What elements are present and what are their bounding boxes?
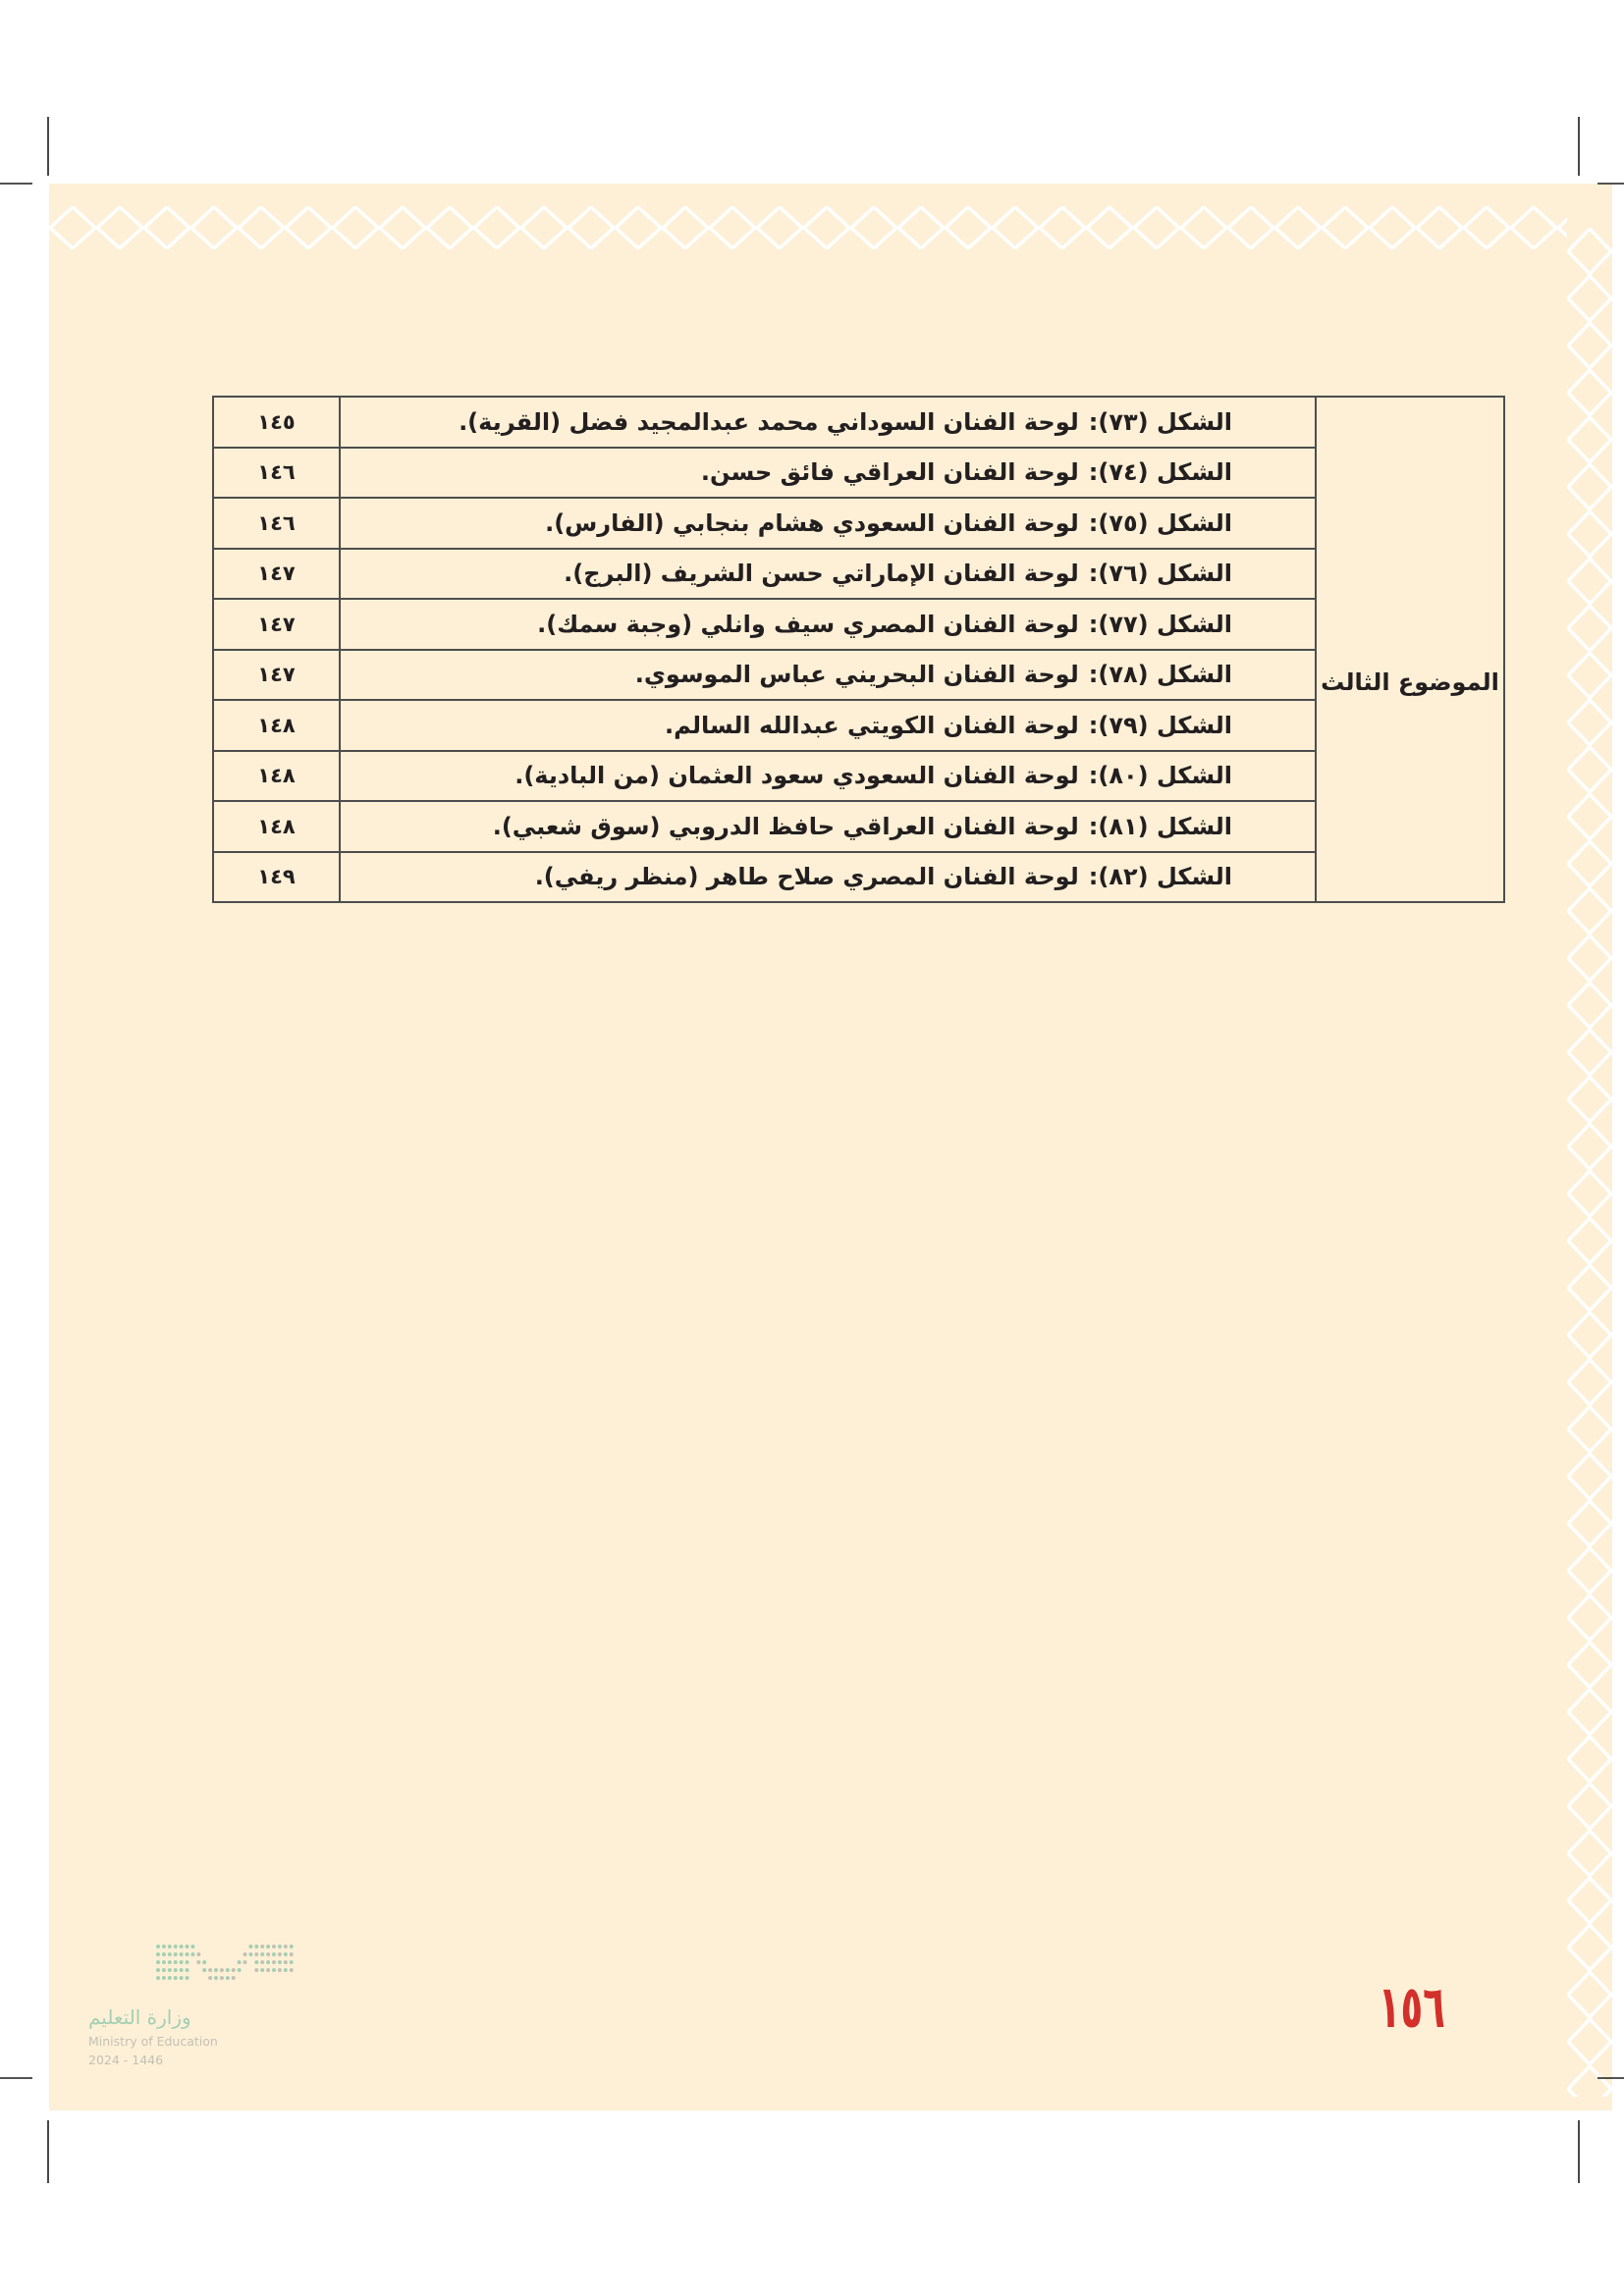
- figure-caption: لوحة الفنان البحريني عباس الموسوي.: [634, 661, 1079, 689]
- logo-dot: [244, 1960, 247, 1964]
- logo-dot: [226, 1976, 230, 1980]
- figure-label: الشكل (٨٠):: [1088, 762, 1232, 790]
- logo-dot: [254, 1960, 258, 1964]
- logo-dot: [168, 1945, 172, 1949]
- figure-caption: لوحة الفنان المصري صلاح طاهر (منظر ريفي).: [534, 863, 1079, 891]
- diamond-border-top: [49, 206, 1567, 249]
- logo-dot: [208, 1976, 212, 1980]
- logo-dot: [260, 1960, 264, 1964]
- logo-dot: [290, 1945, 294, 1949]
- logo-dot: [272, 1945, 276, 1949]
- figure-label: الشكل (٨١):: [1088, 812, 1232, 840]
- figure-caption: لوحة الفنان العراقي حافظ الدروبي (سوق شعبي).: [492, 812, 1079, 840]
- logo-dot: [220, 1976, 224, 1980]
- logo-dot: [214, 1968, 218, 1972]
- logo-dot: [266, 1968, 270, 1972]
- logo-dot: [254, 1952, 258, 1956]
- caption-cell: [340, 599, 1316, 650]
- topic-cell: [1316, 397, 1504, 902]
- figure-label: الشكل (٧٣):: [1088, 407, 1232, 436]
- logo-dot: [162, 1968, 166, 1972]
- logo-dot: [290, 1968, 294, 1972]
- figure-label: الشكل (٧٩):: [1088, 711, 1232, 739]
- logo-dot: [180, 1945, 184, 1949]
- figure-caption: لوحة الفنان الإماراتي حسن الشريف (البرج).: [564, 560, 1079, 588]
- logo-dot: [278, 1960, 282, 1964]
- table-row: [213, 700, 1504, 751]
- logo-dot: [174, 1968, 178, 1972]
- logo-dot: [278, 1968, 282, 1972]
- logo-dot: [162, 1976, 166, 1980]
- logo-dot: [186, 1952, 189, 1956]
- figure-label: الشكل (٧٨):: [1088, 661, 1232, 689]
- logo-dot: [214, 1976, 218, 1980]
- logo-dot: [260, 1945, 264, 1949]
- table-row: [213, 852, 1504, 903]
- logo-dot: [284, 1945, 288, 1949]
- table-row: [213, 650, 1504, 701]
- table-row: [213, 599, 1504, 650]
- caption-cell: [340, 650, 1316, 701]
- logo-name-english: Ministry of Education: [88, 2034, 218, 2049]
- logo-dot: [266, 1945, 270, 1949]
- logo-dot: [174, 1952, 178, 1956]
- logo-dot: [220, 1968, 224, 1972]
- caption-cell: [340, 397, 1316, 448]
- caption-cell: [340, 852, 1316, 903]
- figure-caption: لوحة الفنان الكويتي عبدالله السالم.: [665, 711, 1079, 739]
- figure-label: الشكل (٧٦):: [1088, 560, 1232, 588]
- logo-dot: [190, 1945, 194, 1949]
- page-ref: ١٤٧: [213, 650, 340, 701]
- figure-caption: لوحة الفنان السعودي سعود العثمان (من البادية).: [514, 762, 1079, 790]
- caption-cell: [340, 751, 1316, 802]
- page-ref: ١٤٥: [213, 397, 340, 448]
- page-ref: ١٤٦: [213, 448, 340, 499]
- logo-dot: [156, 1968, 160, 1972]
- logo-dot: [254, 1945, 258, 1949]
- logo-dot: [254, 1968, 258, 1972]
- page-ref: ١٤٨: [213, 751, 340, 802]
- figure-caption: لوحة الفنان السوداني محمد عبدالمجيد فضل (القرية).: [459, 407, 1079, 436]
- figure-caption: لوحة الفنان العراقي فائق حسن.: [700, 458, 1079, 487]
- logo-dot: [162, 1945, 166, 1949]
- page-ref: ١٤٦: [213, 498, 340, 549]
- figure-label: الشكل (٧٥):: [1088, 508, 1232, 537]
- logo-dot: [284, 1952, 288, 1956]
- logo-dot: [174, 1960, 178, 1964]
- logo-dot: [248, 1952, 252, 1956]
- logo-dot: [272, 1960, 276, 1964]
- logo-dot: [156, 1960, 160, 1964]
- page-ref: ١٤٧: [213, 549, 340, 600]
- logo-dot: [272, 1952, 276, 1956]
- logo-dot: [180, 1968, 184, 1972]
- page-ref: ١٤٩: [213, 852, 340, 903]
- logo-dot: [168, 1968, 172, 1972]
- logo-name-arabic: وزارة التعليم: [88, 2005, 191, 2029]
- logo-dot: [232, 1968, 236, 1972]
- logo-dot: [278, 1945, 282, 1949]
- logo-dot: [180, 1952, 184, 1956]
- ministry-logo: [86, 1939, 322, 2076]
- logo-dot: [238, 1960, 242, 1964]
- logo-dot: [238, 1968, 242, 1972]
- caption-cell: [340, 549, 1316, 600]
- logo-dot: [174, 1976, 178, 1980]
- logo-dot: [284, 1968, 288, 1972]
- logo-dot: [226, 1968, 230, 1972]
- logo-dot: [290, 1960, 294, 1964]
- caption-cell: [340, 700, 1316, 751]
- table-row: [213, 397, 1504, 448]
- logo-year: 2024 - 1446: [88, 2053, 164, 2067]
- logo-dot: [174, 1945, 178, 1949]
- table-row: [213, 498, 1504, 549]
- page-ref: ١٤٧: [213, 599, 340, 650]
- logo-dot: [248, 1945, 252, 1949]
- logo-dot: [162, 1960, 166, 1964]
- logo-dot: [168, 1960, 172, 1964]
- logo-dot: [232, 1976, 236, 1980]
- page-ref: ١٤٨: [213, 801, 340, 852]
- logo-dot: [162, 1952, 166, 1956]
- topic-label: الموضوع الثالث: [1321, 667, 1499, 696]
- figure-caption: لوحة الفنان المصري سيف وانلي (وجبة سمك).: [537, 610, 1079, 638]
- logo-dot: [156, 1945, 160, 1949]
- table-row: [213, 801, 1504, 852]
- logo-dot: [180, 1976, 184, 1980]
- logo-dot: [156, 1976, 160, 1980]
- logo-dot: [202, 1968, 206, 1972]
- logo-dot: [266, 1960, 270, 1964]
- logo-dot: [186, 1976, 189, 1980]
- figure-label: الشكل (٨٢):: [1088, 863, 1232, 891]
- logo-dot: [202, 1960, 206, 1964]
- logo-dot: [244, 1952, 247, 1956]
- caption-cell: [340, 498, 1316, 549]
- logo-dot: [208, 1968, 212, 1972]
- page-number: ١٥٦: [1378, 1973, 1445, 2042]
- logo-dot: [186, 1960, 189, 1964]
- logo-dot: [196, 1952, 200, 1956]
- figures-index-table: [212, 396, 1505, 903]
- logo-dots-icon: [154, 1942, 297, 1993]
- logo-dot: [190, 1952, 194, 1956]
- logo-dot: [168, 1952, 172, 1956]
- logo-dot: [290, 1952, 294, 1956]
- table-row: [213, 448, 1504, 499]
- table-row: [213, 751, 1504, 802]
- figure-caption: لوحة الفنان السعودي هشام بنجابي (الفارس).: [545, 508, 1079, 537]
- caption-cell: [340, 448, 1316, 499]
- figure-label: الشكل (٧٤):: [1088, 458, 1232, 487]
- logo-dot: [284, 1960, 288, 1964]
- logo-dot: [272, 1968, 276, 1972]
- logo-dot: [266, 1952, 270, 1956]
- table-row: [213, 549, 1504, 600]
- diamond-border-right: [1567, 228, 1612, 2097]
- logo-dot: [278, 1952, 282, 1956]
- logo-dot: [186, 1968, 189, 1972]
- logo-dot: [260, 1968, 264, 1972]
- logo-dot: [260, 1952, 264, 1956]
- logo-dot: [156, 1952, 160, 1956]
- logo-dot: [168, 1976, 172, 1980]
- logo-dot: [180, 1960, 184, 1964]
- logo-dot: [196, 1960, 200, 1964]
- figure-label: الشكل (٧٧):: [1088, 610, 1232, 638]
- page-ref: ١٤٨: [213, 700, 340, 751]
- logo-dot: [186, 1945, 189, 1949]
- caption-cell: [340, 801, 1316, 852]
